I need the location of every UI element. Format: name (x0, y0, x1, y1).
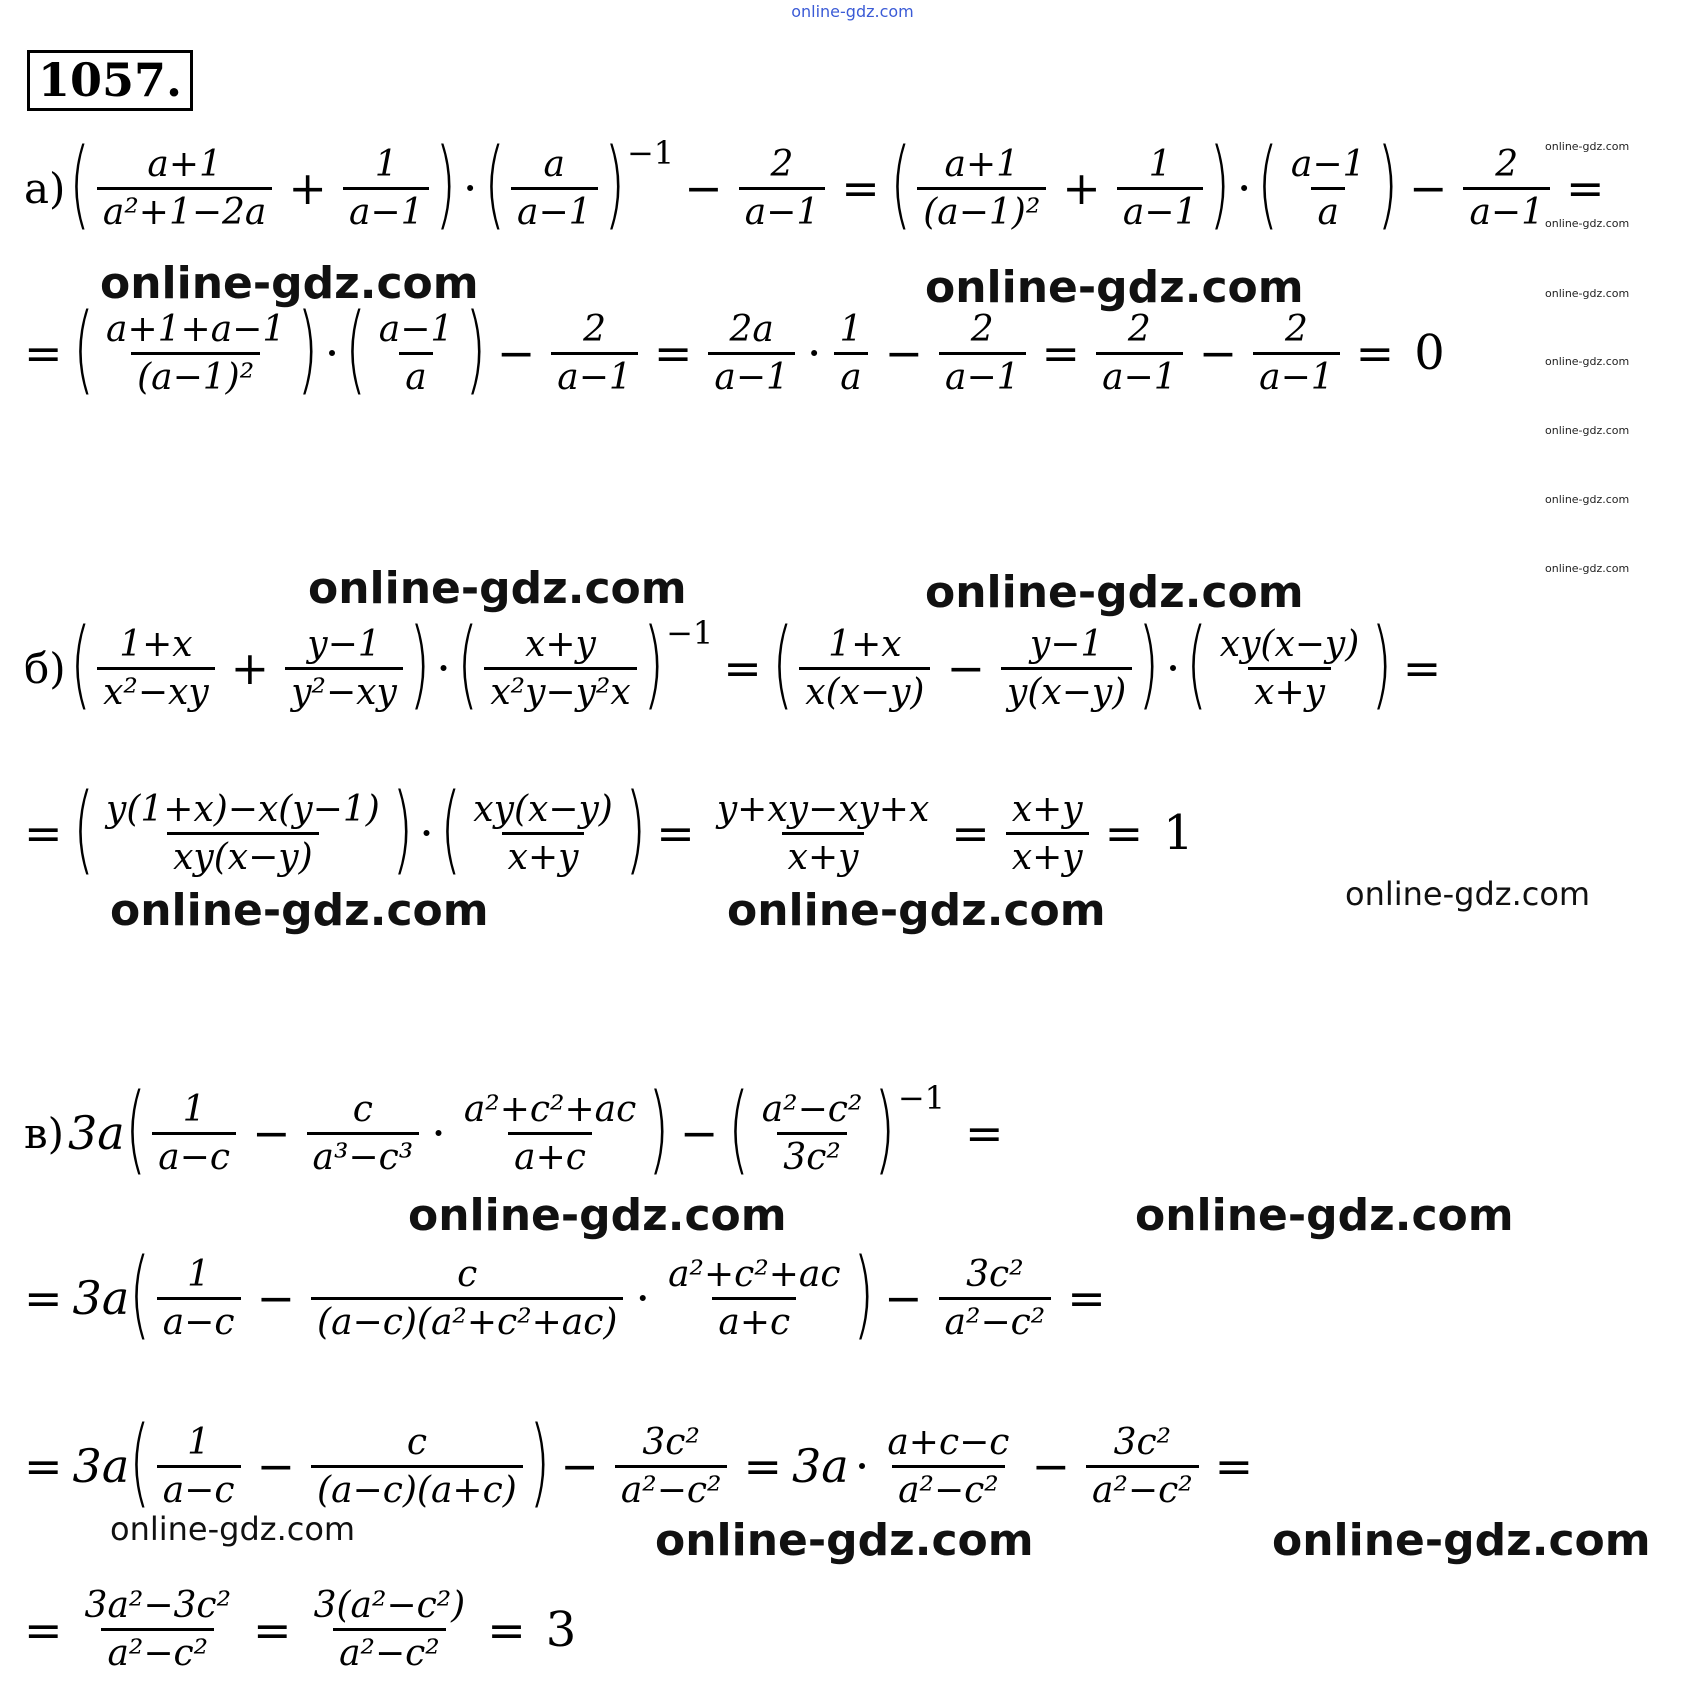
fraction (1117, 144, 1204, 233)
equals-sign: = (253, 1602, 292, 1657)
part-v-label: в) (24, 1108, 65, 1158)
fraction (157, 1254, 241, 1343)
part-a-line-2 (24, 293, 1455, 405)
open-paren: ( (890, 128, 911, 240)
equals-sign: = (1355, 326, 1395, 380)
numerator: 3a²−3c² (84, 1585, 232, 1626)
top-watermark: online-gdz.com (791, 2, 914, 21)
numerator: c (406, 1421, 428, 1463)
denominator: a−1 (551, 352, 638, 398)
fraction (551, 309, 638, 398)
equals-sign: = (1214, 1439, 1254, 1493)
minus-sign: − (1408, 161, 1448, 215)
equals-sign: = (487, 1602, 526, 1657)
minus-sign: − (256, 1271, 296, 1325)
open-paren: ( (1257, 128, 1279, 240)
close-paren: ) (648, 1073, 670, 1185)
numerator: 1 (1148, 143, 1172, 185)
numerator: a+1 (944, 143, 1020, 185)
watermark-text: online-gdz.com (408, 1190, 787, 1241)
close-paren: ) (874, 1073, 896, 1185)
watermark-text: online-gdz.com (100, 258, 479, 309)
minus-sign: − (1031, 1439, 1071, 1493)
numerator: c (352, 1088, 373, 1130)
equals-sign: = (24, 806, 63, 860)
part-b-line-2 (24, 773, 1204, 885)
result-value: 1 (1163, 805, 1194, 861)
watermark-small: online-gdz.com (1545, 493, 1630, 506)
denominator: x(x−y) (799, 667, 930, 713)
fraction (467, 789, 619, 878)
denominator: a−1 (1463, 187, 1550, 233)
fraction (307, 1089, 420, 1178)
denominator: (a−c)(a+c) (311, 1465, 523, 1511)
part-v-line-2 (24, 1238, 1116, 1350)
equals-sign: = (24, 1602, 63, 1657)
denominator: a−c (157, 1465, 241, 1511)
watermark-text: online-gdz.com (110, 1510, 356, 1548)
fraction (100, 309, 291, 398)
fraction (311, 1254, 623, 1343)
watermark-text: online-gdz.com (1135, 1190, 1514, 1241)
watermark-text: online-gdz.com (655, 1515, 1034, 1566)
equals-sign: = (656, 806, 695, 860)
minus-sign: − (884, 1271, 923, 1325)
open-paren: ( (728, 1073, 750, 1185)
watermark-text: online-gdz.com (727, 885, 1106, 936)
numerator: 3c² (1113, 1421, 1172, 1463)
dot-operator: · (1236, 161, 1252, 215)
denominator: a−c (157, 1297, 241, 1343)
numerator: a+1 (147, 143, 222, 185)
open-paren: ( (129, 1406, 151, 1518)
numerator: 1 (187, 1421, 211, 1463)
fraction (79, 1585, 237, 1674)
watermark-text: online-gdz.com (308, 563, 687, 614)
close-paren: ) (465, 293, 487, 405)
part-a-line-1 (24, 128, 1615, 240)
fraction (615, 1422, 728, 1511)
dot-operator: · (854, 1439, 870, 1493)
denominator: a²−c² (1086, 1465, 1199, 1511)
numerator: 1 (187, 1253, 211, 1295)
close-paren: ) (625, 773, 646, 885)
numerator: 2 (1495, 143, 1519, 185)
minus-sign: − (884, 326, 923, 380)
numerator: a²+c²+ac (463, 1088, 637, 1130)
dot-operator: · (436, 641, 451, 695)
denominator: x²y−y²x (484, 667, 636, 713)
minus-sign: − (684, 161, 723, 215)
coefficient: 3a (72, 1439, 130, 1493)
numerator: a+1+a−1 (106, 308, 286, 350)
numerator: a (543, 143, 565, 185)
denominator: a−c (152, 1132, 236, 1178)
numerator: 1+x (119, 623, 193, 665)
watermark-text: online-gdz.com (925, 262, 1304, 313)
close-paren: ) (529, 1406, 550, 1518)
open-paren: ( (772, 608, 793, 720)
denominator: xy(x−y) (167, 832, 319, 878)
denominator: (a−1)² (917, 187, 1046, 233)
fraction (311, 1422, 523, 1511)
fraction (917, 144, 1046, 233)
close-paren: ) (392, 773, 413, 885)
denominator: a−1 (1253, 352, 1340, 398)
plus-sign: + (1062, 161, 1101, 215)
watermark-text: online-gdz.com (1345, 875, 1591, 913)
fraction (285, 624, 403, 713)
coefficient: 3a (792, 1439, 849, 1493)
numerator: a²+c²+ac (668, 1253, 841, 1295)
minus-sign: − (256, 1439, 296, 1493)
fraction (484, 624, 636, 713)
watermark-text: online-gdz.com (110, 885, 489, 936)
numerator: y(1+x)−x(y−1) (106, 788, 380, 830)
equals-sign: = (723, 641, 762, 695)
minus-sign: − (1198, 326, 1238, 380)
watermark-text: online-gdz.com (1272, 1515, 1651, 1566)
open-paren: ( (129, 1238, 151, 1350)
denominator: x+y (502, 832, 585, 878)
denominator: 3c² (777, 1132, 847, 1178)
coefficient: 3a (72, 1271, 130, 1325)
exponent: −1 (626, 134, 675, 172)
numerator: y−1 (307, 623, 381, 665)
fraction (1285, 144, 1372, 233)
equals-sign: = (1041, 326, 1081, 380)
numerator: xy(x−y) (1219, 623, 1360, 665)
dot-operator: · (635, 1271, 651, 1325)
minus-sign: − (251, 1106, 291, 1160)
plus-sign: + (288, 161, 327, 215)
equals-sign: = (24, 1439, 63, 1493)
equals-sign: = (24, 326, 63, 380)
denominator: a−1 (511, 187, 598, 233)
result-value: 3 (545, 1601, 577, 1658)
equals-sign: = (965, 1106, 1004, 1160)
exponent: −1 (897, 1079, 945, 1117)
open-paren: ( (1186, 608, 1208, 720)
equals-sign: = (1565, 161, 1605, 215)
equals-sign: = (841, 161, 880, 215)
open-paren: ( (457, 608, 478, 720)
watermark-small: online-gdz.com (1545, 140, 1630, 153)
close-paren: ) (1377, 128, 1399, 240)
denominator: a−1 (1096, 352, 1183, 398)
numerator: xy(x−y) (473, 788, 613, 830)
denominator: a+c (508, 1132, 592, 1178)
fraction (708, 309, 795, 398)
denominator: a²−c² (939, 1297, 1052, 1343)
part-b-line-1 (24, 608, 1451, 720)
numerator: a+c−c (887, 1421, 1010, 1463)
denominator: y²−xy (285, 667, 403, 713)
numerator: x+y (525, 623, 596, 665)
close-paren: ) (1138, 608, 1160, 720)
fraction (1001, 624, 1132, 713)
minus-sign: − (496, 326, 536, 380)
denominator: a²−c² (333, 1628, 446, 1674)
close-paren: ) (1209, 128, 1231, 240)
dot-operator: · (324, 326, 340, 380)
numerator: 1 (182, 1088, 206, 1130)
denominator: y(x−y) (1001, 667, 1132, 713)
denominator: x+y (782, 832, 865, 878)
minus-sign: − (560, 1439, 599, 1493)
numerator: y−1 (1029, 623, 1104, 665)
fraction (343, 144, 430, 233)
numerator: 2a (729, 308, 774, 350)
numerator: 1 (839, 308, 863, 350)
numerator: a−1 (1290, 143, 1366, 185)
numerator: 1+x (828, 623, 902, 665)
open-paren: ( (345, 293, 367, 405)
fraction (756, 1089, 869, 1178)
numerator: 2 (1284, 308, 1308, 350)
fraction (1096, 309, 1183, 398)
part-v-line-4 (24, 1585, 586, 1674)
problem-number: 1057. (27, 50, 193, 111)
equals-sign: = (1067, 1271, 1106, 1325)
coefficient: 3a (68, 1106, 125, 1160)
denominator: a²−c² (892, 1465, 1005, 1511)
fraction (662, 1254, 846, 1343)
open-paren: ( (483, 128, 505, 240)
denominator: a−1 (708, 352, 795, 398)
numerator: a²−c² (761, 1088, 863, 1130)
fraction (1086, 1422, 1199, 1511)
numerator: 2 (583, 308, 607, 350)
result-value: 0 (1414, 325, 1445, 381)
denominator: x²−xy (97, 667, 215, 713)
dot-operator: · (419, 806, 434, 860)
part-a-label: а) (24, 163, 66, 213)
denominator: a (834, 352, 867, 398)
numerator: 3(a²−c²) (313, 1585, 466, 1626)
fraction (511, 144, 598, 233)
dot-operator: · (806, 326, 822, 380)
watermark-small: online-gdz.com (1545, 424, 1630, 437)
fraction (939, 309, 1026, 398)
fraction (1214, 624, 1366, 713)
equals-sign: = (951, 806, 990, 860)
fraction (834, 309, 869, 398)
denominator: a−1 (1117, 187, 1204, 233)
denominator: x+y (1248, 667, 1331, 713)
numerator: c (457, 1253, 478, 1295)
fraction (458, 1089, 642, 1178)
denominator: a³−c³ (307, 1132, 420, 1178)
equals-sign: = (653, 326, 693, 380)
denominator: a+c (712, 1297, 796, 1343)
fraction (1463, 144, 1550, 233)
open-paren: ( (72, 293, 94, 405)
fraction (1006, 789, 1089, 878)
denominator: (a−1)² (131, 352, 260, 398)
dot-operator: · (1165, 641, 1181, 695)
denominator: x+y (1006, 832, 1089, 878)
open-paren: ( (125, 1073, 146, 1185)
close-paren: ) (852, 1238, 874, 1350)
close-paren: ) (603, 128, 625, 240)
denominator: a²−c² (615, 1465, 728, 1511)
denominator: a (1311, 187, 1344, 233)
watermark-small: online-gdz.com (1545, 355, 1630, 368)
fraction (939, 1254, 1052, 1343)
minus-sign: − (946, 641, 986, 695)
exponent: −1 (666, 614, 714, 652)
numerator: x+y (1011, 788, 1083, 830)
part-v-line-3 (24, 1406, 1263, 1518)
fraction (739, 144, 826, 233)
equals-sign: = (24, 1271, 63, 1325)
watermark-text: online-gdz.com (925, 567, 1304, 618)
equals-sign: = (1402, 641, 1442, 695)
close-paren: ) (435, 128, 457, 240)
numerator: 2 (1127, 308, 1151, 350)
fraction (97, 624, 215, 713)
fraction (373, 309, 460, 398)
denominator: a−1 (939, 352, 1026, 398)
numerator: y+xy−xy+x (716, 788, 930, 830)
close-paren: ) (409, 608, 430, 720)
watermark-small: online-gdz.com (1545, 217, 1630, 230)
watermark-small: online-gdz.com (1545, 562, 1630, 575)
numerator: 2 (770, 143, 794, 185)
plus-sign: + (230, 641, 270, 695)
fraction (152, 1089, 236, 1178)
part-v-line-1 (24, 1073, 1014, 1185)
fraction (1253, 309, 1340, 398)
denominator: a²+1−2a (97, 187, 273, 233)
numerator: 3c² (642, 1421, 700, 1463)
fraction (308, 1585, 472, 1674)
numerator: 1 (374, 143, 398, 185)
denominator: a (399, 352, 432, 398)
part-b-label: б) (24, 643, 66, 693)
fraction (799, 624, 930, 713)
open-paren: ( (70, 608, 91, 720)
numerator: a−1 (378, 308, 454, 350)
equals-sign: = (743, 1439, 783, 1493)
denominator: a²−c² (101, 1628, 214, 1674)
fraction (100, 789, 386, 878)
denominator: (a−c)(a²+c²+ac) (311, 1297, 623, 1343)
denominator: a−1 (739, 187, 826, 233)
numerator: 3c² (966, 1253, 1024, 1295)
dot-operator: · (462, 161, 478, 215)
fraction (97, 144, 273, 233)
watermark-small: online-gdz.com (1545, 287, 1630, 300)
minus-sign: − (679, 1106, 719, 1160)
open-paren: ( (72, 773, 94, 885)
close-paren: ) (297, 293, 319, 405)
fraction (711, 789, 935, 878)
equals-sign: = (1104, 806, 1144, 860)
open-paren: ( (69, 128, 91, 240)
dot-operator: · (431, 1106, 446, 1160)
fraction (881, 1422, 1015, 1511)
fraction (157, 1422, 241, 1511)
numerator: 2 (970, 308, 994, 350)
close-paren: ) (643, 608, 664, 720)
open-paren: ( (440, 773, 461, 885)
close-paren: ) (1371, 608, 1393, 720)
denominator: a−1 (343, 187, 430, 233)
